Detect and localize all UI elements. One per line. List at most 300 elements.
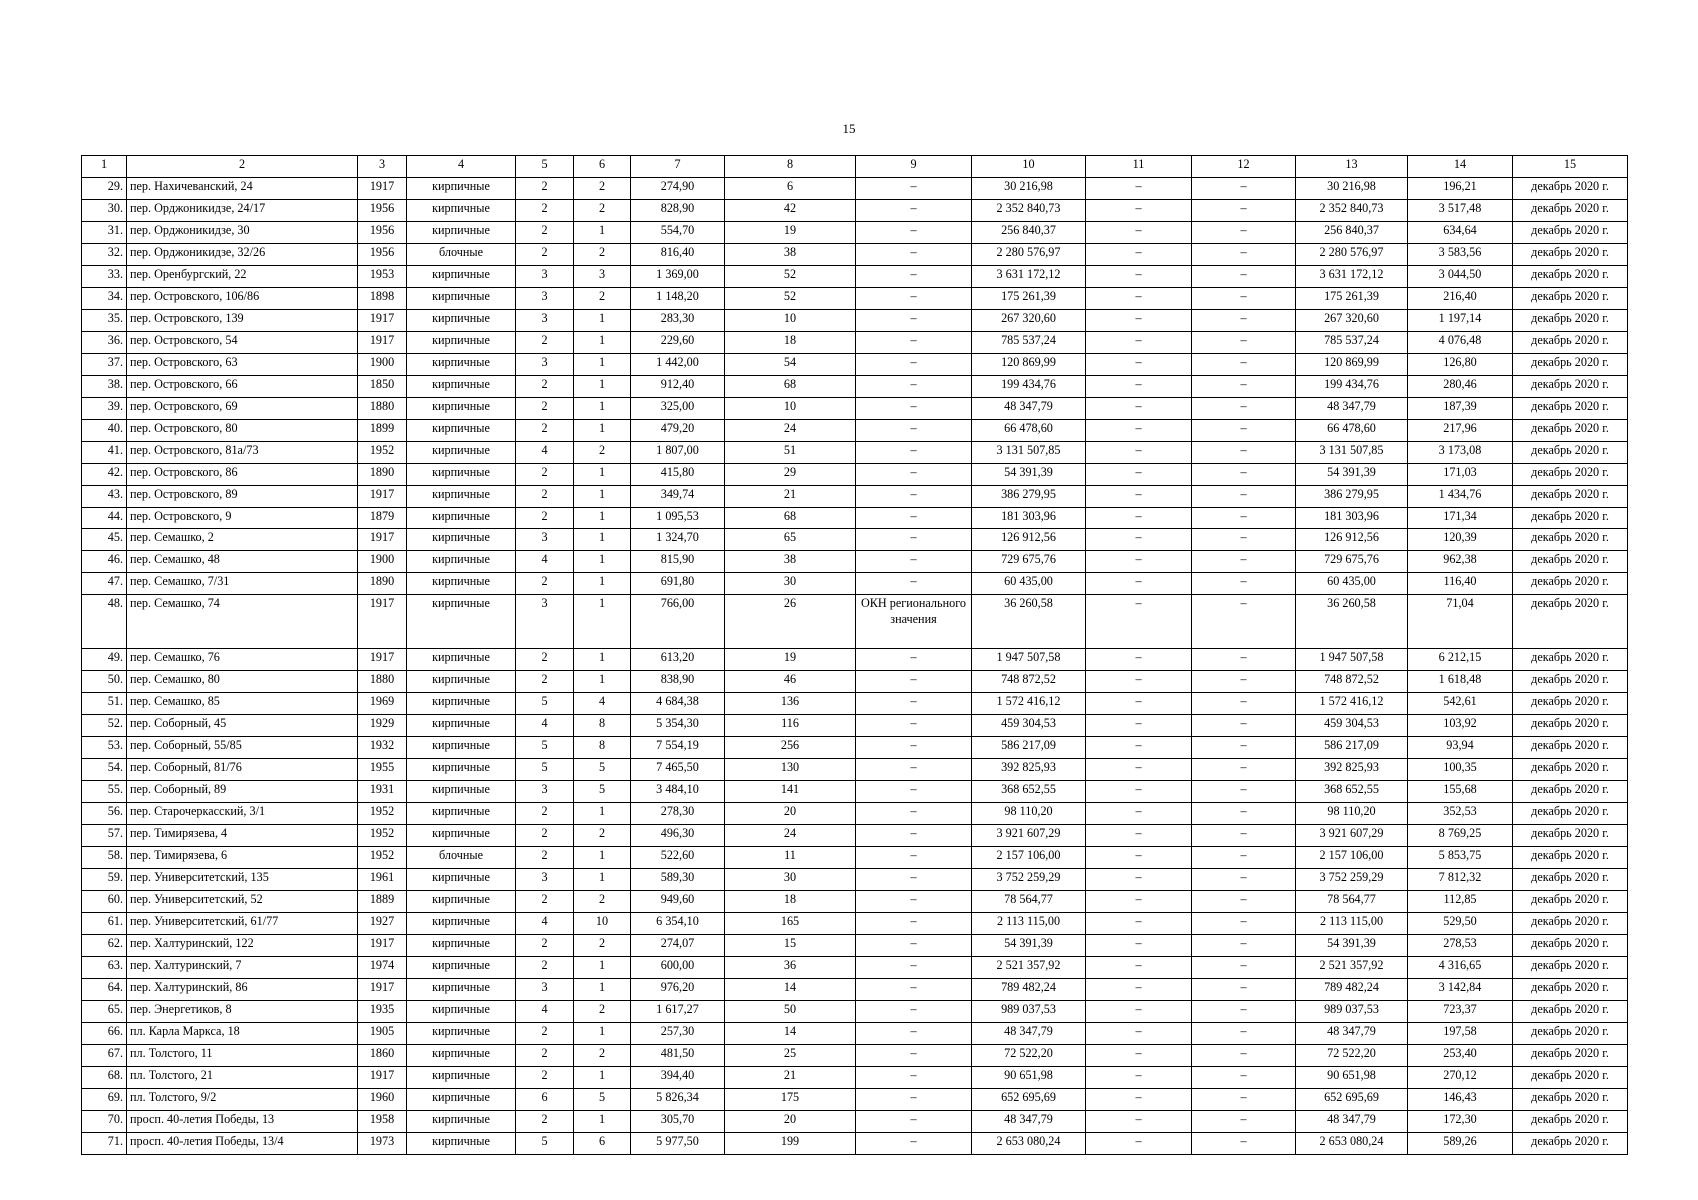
cell-wall-material: кирпичные [407, 507, 516, 529]
cell-heritage-status: – [856, 693, 972, 715]
cell-area: 1 095,53 [631, 507, 725, 529]
cell-cost-col-12: – [1192, 803, 1296, 825]
cell-cost-col-12: – [1192, 1110, 1296, 1132]
cell-cost-col-11: – [1086, 463, 1192, 485]
cell-row-number: 60. [82, 891, 127, 913]
cell-area: 1 324,70 [631, 529, 725, 551]
cell-completion-date: декабрь 2020 г. [1513, 737, 1628, 759]
cell-area: 766,00 [631, 595, 725, 649]
column-header-9: 9 [856, 156, 972, 178]
cell-entrances: 1 [574, 803, 631, 825]
cell-entrances: 1 [574, 463, 631, 485]
cell-cost-per-sqm: 187,39 [1408, 397, 1513, 419]
table-row [82, 243, 1628, 265]
cell-cost-col-13: 60 435,00 [1296, 573, 1408, 595]
cell-year-built: 1974 [358, 956, 407, 978]
cell-total-cost: 72 522,20 [972, 1044, 1086, 1066]
table-row [82, 1088, 1628, 1110]
cell-entrances: 8 [574, 737, 631, 759]
cell-floors: 2 [516, 177, 574, 199]
cell-floors: 2 [516, 891, 574, 913]
cell-wall-material: кирпичные [407, 891, 516, 913]
header-row [82, 156, 1628, 178]
cell-residents: 26 [725, 595, 856, 649]
cell-address: пер. Семашко, 48 [127, 551, 358, 573]
cell-total-cost: 36 260,58 [972, 595, 1086, 649]
cell-entrances: 1 [574, 309, 631, 331]
cell-heritage-status: – [856, 715, 972, 737]
cell-entrances: 1 [574, 978, 631, 1000]
cell-heritage-status: – [856, 265, 972, 287]
cell-address: пер. Нахичеванский, 24 [127, 177, 358, 199]
cell-floors: 3 [516, 265, 574, 287]
cell-cost-col-13: 368 652,55 [1296, 781, 1408, 803]
column-header-6: 6 [574, 156, 631, 178]
cell-row-number: 51. [82, 693, 127, 715]
cell-entrances: 2 [574, 199, 631, 221]
cell-cost-col-13: 2 653 080,24 [1296, 1132, 1408, 1154]
cell-entrances: 1 [574, 847, 631, 869]
table-row [82, 1044, 1628, 1066]
cell-cost-col-12: – [1192, 913, 1296, 935]
cell-total-cost: 54 391,39 [972, 463, 1086, 485]
cell-year-built: 1952 [358, 825, 407, 847]
cell-cost-col-12: – [1192, 573, 1296, 595]
cell-address: пл. Толстого, 11 [127, 1044, 358, 1066]
table-row [82, 441, 1628, 463]
table-row [82, 847, 1628, 869]
cell-cost-per-sqm: 116,40 [1408, 573, 1513, 595]
cell-cost-col-11: – [1086, 353, 1192, 375]
cell-area: 522,60 [631, 847, 725, 869]
cell-address: пер. Соборный, 55/85 [127, 737, 358, 759]
cell-cost-col-12: – [1192, 847, 1296, 869]
cell-cost-col-12: – [1192, 956, 1296, 978]
cell-completion-date: декабрь 2020 г. [1513, 1132, 1628, 1154]
cell-heritage-status: – [856, 803, 972, 825]
cell-completion-date: декабрь 2020 г. [1513, 265, 1628, 287]
cell-completion-date: декабрь 2020 г. [1513, 309, 1628, 331]
cell-cost-per-sqm: 93,94 [1408, 737, 1513, 759]
cell-row-number: 54. [82, 759, 127, 781]
cell-cost-col-11: – [1086, 397, 1192, 419]
cell-total-cost: 459 304,53 [972, 715, 1086, 737]
cell-cost-per-sqm: 103,92 [1408, 715, 1513, 737]
cell-row-number: 44. [82, 507, 127, 529]
cell-completion-date: декабрь 2020 г. [1513, 1066, 1628, 1088]
cell-cost-col-13: 256 840,37 [1296, 221, 1408, 243]
cell-area: 600,00 [631, 956, 725, 978]
cell-heritage-status: – [856, 781, 972, 803]
cell-cost-col-13: 78 564,77 [1296, 891, 1408, 913]
cell-cost-col-11: – [1086, 331, 1192, 353]
cell-area: 5 354,30 [631, 715, 725, 737]
cell-area: 7 554,19 [631, 737, 725, 759]
cell-entrances: 1 [574, 573, 631, 595]
cell-residents: 18 [725, 331, 856, 353]
cell-wall-material: кирпичные [407, 1132, 516, 1154]
table-row [82, 353, 1628, 375]
cell-cost-per-sqm: 3 583,56 [1408, 243, 1513, 265]
cell-entrances: 2 [574, 891, 631, 913]
table-row [82, 507, 1628, 529]
cell-floors: 3 [516, 869, 574, 891]
cell-wall-material: кирпичные [407, 221, 516, 243]
cell-row-number: 70. [82, 1110, 127, 1132]
column-header-14: 14 [1408, 156, 1513, 178]
cell-year-built: 1927 [358, 913, 407, 935]
cell-address: пер. Островского, 9 [127, 507, 358, 529]
table-row [82, 573, 1628, 595]
table-row [82, 649, 1628, 671]
cell-cost-per-sqm: 100,35 [1408, 759, 1513, 781]
cell-cost-col-13: 392 825,93 [1296, 759, 1408, 781]
cell-area: 613,20 [631, 649, 725, 671]
cell-area: 7 465,50 [631, 759, 725, 781]
page-number: 15 [842, 121, 856, 136]
table-row [82, 1000, 1628, 1022]
cell-row-number: 31. [82, 221, 127, 243]
cell-total-cost: 386 279,95 [972, 485, 1086, 507]
cell-cost-col-12: – [1192, 891, 1296, 913]
cell-row-number: 46. [82, 551, 127, 573]
cell-total-cost: 3 631 172,12 [972, 265, 1086, 287]
cell-area: 5 826,34 [631, 1088, 725, 1110]
cell-floors: 2 [516, 1044, 574, 1066]
cell-area: 3 484,10 [631, 781, 725, 803]
cell-cost-per-sqm: 3 173,08 [1408, 441, 1513, 463]
cell-completion-date: декабрь 2020 г. [1513, 507, 1628, 529]
cell-wall-material: кирпичные [407, 309, 516, 331]
cell-row-number: 32. [82, 243, 127, 265]
cell-cost-col-12: – [1192, 781, 1296, 803]
cell-floors: 2 [516, 671, 574, 693]
cell-cost-per-sqm: 8 769,25 [1408, 825, 1513, 847]
cell-area: 1 148,20 [631, 287, 725, 309]
cell-address: пл. Толстого, 21 [127, 1066, 358, 1088]
cell-cost-col-12: – [1192, 331, 1296, 353]
table-row [82, 1132, 1628, 1154]
cell-total-cost: 3 921 607,29 [972, 825, 1086, 847]
cell-wall-material: кирпичные [407, 265, 516, 287]
cell-floors: 4 [516, 913, 574, 935]
cell-cost-col-13: 175 261,39 [1296, 287, 1408, 309]
cell-residents: 29 [725, 463, 856, 485]
cell-cost-per-sqm: 196,21 [1408, 177, 1513, 199]
cell-cost-col-12: – [1192, 1066, 1296, 1088]
cell-address: пер. Островского, 66 [127, 375, 358, 397]
table-row [82, 375, 1628, 397]
cell-cost-col-13: 748 872,52 [1296, 671, 1408, 693]
table-row [82, 671, 1628, 693]
cell-floors: 2 [516, 419, 574, 441]
cell-cost-col-11: – [1086, 177, 1192, 199]
cell-year-built: 1956 [358, 221, 407, 243]
cell-address: пер. Университетский, 61/77 [127, 913, 358, 935]
cell-address: пер. Семашко, 76 [127, 649, 358, 671]
cell-completion-date: декабрь 2020 г. [1513, 177, 1628, 199]
cell-wall-material: кирпичные [407, 956, 516, 978]
cell-completion-date: декабрь 2020 г. [1513, 649, 1628, 671]
cell-cost-col-13: 386 279,95 [1296, 485, 1408, 507]
cell-total-cost: 199 434,76 [972, 375, 1086, 397]
cell-cost-col-11: – [1086, 715, 1192, 737]
cell-floors: 2 [516, 573, 574, 595]
cell-floors: 6 [516, 1088, 574, 1110]
table-row [82, 913, 1628, 935]
cell-row-number: 55. [82, 781, 127, 803]
column-header-12: 12 [1192, 156, 1296, 178]
cell-cost-col-12: – [1192, 1000, 1296, 1022]
cell-address: пер. Университетский, 135 [127, 869, 358, 891]
column-header-13: 13 [1296, 156, 1408, 178]
cell-area: 816,40 [631, 243, 725, 265]
cell-total-cost: 126 912,56 [972, 529, 1086, 551]
cell-area: 6 354,10 [631, 913, 725, 935]
cell-entrances: 2 [574, 1000, 631, 1022]
column-header-2: 2 [127, 156, 358, 178]
cell-cost-col-13: 3 921 607,29 [1296, 825, 1408, 847]
cell-cost-per-sqm: 962,38 [1408, 551, 1513, 573]
cell-residents: 38 [725, 243, 856, 265]
table-row [82, 891, 1628, 913]
table-header [82, 156, 1628, 178]
cell-wall-material: кирпичные [407, 913, 516, 935]
cell-floors: 2 [516, 397, 574, 419]
cell-row-number: 39. [82, 397, 127, 419]
cell-wall-material: кирпичные [407, 1044, 516, 1066]
cell-residents: 30 [725, 573, 856, 595]
cell-cost-col-12: – [1192, 693, 1296, 715]
cell-completion-date: декабрь 2020 г. [1513, 1088, 1628, 1110]
cell-completion-date: декабрь 2020 г. [1513, 353, 1628, 375]
cell-completion-date: декабрь 2020 г. [1513, 221, 1628, 243]
column-header-11: 11 [1086, 156, 1192, 178]
cell-address: пер. Островского, 89 [127, 485, 358, 507]
cell-cost-col-12: – [1192, 869, 1296, 891]
cell-cost-col-11: – [1086, 649, 1192, 671]
cell-total-cost: 2 157 106,00 [972, 847, 1086, 869]
column-header-1: 1 [82, 156, 127, 178]
cell-completion-date: декабрь 2020 г. [1513, 287, 1628, 309]
cell-cost-per-sqm: 146,43 [1408, 1088, 1513, 1110]
cell-address: пер. Островского, 86 [127, 463, 358, 485]
cell-heritage-status: – [856, 869, 972, 891]
cell-entrances: 1 [574, 595, 631, 649]
cell-completion-date: декабрь 2020 г. [1513, 847, 1628, 869]
cell-heritage-status: – [856, 1022, 972, 1044]
cell-floors: 2 [516, 1110, 574, 1132]
cell-area: 283,30 [631, 309, 725, 331]
table-row [82, 309, 1628, 331]
cell-address: пер. Соборный, 89 [127, 781, 358, 803]
cell-cost-per-sqm: 112,85 [1408, 891, 1513, 913]
cell-completion-date: декабрь 2020 г. [1513, 595, 1628, 649]
cell-total-cost: 66 478,60 [972, 419, 1086, 441]
cell-cost-col-11: – [1086, 847, 1192, 869]
cell-residents: 20 [725, 803, 856, 825]
cell-heritage-status: – [856, 199, 972, 221]
cell-cost-col-13: 586 217,09 [1296, 737, 1408, 759]
cell-residents: 19 [725, 649, 856, 671]
table-row [82, 803, 1628, 825]
cell-completion-date: декабрь 2020 г. [1513, 825, 1628, 847]
table-row [82, 978, 1628, 1000]
cell-wall-material: кирпичные [407, 978, 516, 1000]
cell-year-built: 1952 [358, 847, 407, 869]
cell-cost-col-13: 48 347,79 [1296, 1022, 1408, 1044]
cell-floors: 5 [516, 737, 574, 759]
cell-cost-col-12: – [1192, 441, 1296, 463]
cell-address: пер. Тимирязева, 4 [127, 825, 358, 847]
table-row [82, 419, 1628, 441]
cell-cost-per-sqm: 3 142,84 [1408, 978, 1513, 1000]
cell-heritage-status: – [856, 309, 972, 331]
cell-total-cost: 2 653 080,24 [972, 1132, 1086, 1154]
cell-entrances: 10 [574, 913, 631, 935]
cell-floors: 2 [516, 463, 574, 485]
cell-total-cost: 120 869,99 [972, 353, 1086, 375]
cell-total-cost: 586 217,09 [972, 737, 1086, 759]
cell-area: 815,90 [631, 551, 725, 573]
cell-residents: 21 [725, 485, 856, 507]
cell-total-cost: 175 261,39 [972, 287, 1086, 309]
cell-residents: 52 [725, 287, 856, 309]
cell-address: просп. 40-летия Победы, 13/4 [127, 1132, 358, 1154]
cell-heritage-status: – [856, 934, 972, 956]
cell-row-number: 48. [82, 595, 127, 649]
cell-floors: 5 [516, 1132, 574, 1154]
cell-entrances: 1 [574, 375, 631, 397]
cell-heritage-status: – [856, 1044, 972, 1066]
cell-entrances: 1 [574, 507, 631, 529]
cell-row-number: 36. [82, 331, 127, 353]
cell-entrances: 6 [574, 1132, 631, 1154]
cell-cost-col-12: – [1192, 934, 1296, 956]
cell-area: 949,60 [631, 891, 725, 913]
cell-wall-material: кирпичные [407, 649, 516, 671]
cell-cost-per-sqm: 634,64 [1408, 221, 1513, 243]
cell-wall-material: блочные [407, 847, 516, 869]
cell-wall-material: кирпичные [407, 1022, 516, 1044]
cell-total-cost: 48 347,79 [972, 1110, 1086, 1132]
cell-total-cost: 1 572 416,12 [972, 693, 1086, 715]
cell-entrances: 1 [574, 529, 631, 551]
cell-total-cost: 256 840,37 [972, 221, 1086, 243]
cell-floors: 5 [516, 693, 574, 715]
cell-residents: 52 [725, 265, 856, 287]
cell-row-number: 29. [82, 177, 127, 199]
table-row [82, 715, 1628, 737]
cell-year-built: 1890 [358, 573, 407, 595]
cell-cost-col-13: 1 572 416,12 [1296, 693, 1408, 715]
cell-cost-col-12: – [1192, 715, 1296, 737]
cell-cost-col-13: 126 912,56 [1296, 529, 1408, 551]
cell-heritage-status: – [856, 397, 972, 419]
cell-year-built: 1931 [358, 781, 407, 803]
cell-area: 828,90 [631, 199, 725, 221]
cell-cost-per-sqm: 278,53 [1408, 934, 1513, 956]
cell-row-number: 37. [82, 353, 127, 375]
cell-completion-date: декабрь 2020 г. [1513, 551, 1628, 573]
cell-entrances: 3 [574, 265, 631, 287]
cell-wall-material: кирпичные [407, 671, 516, 693]
cell-row-number: 40. [82, 419, 127, 441]
cell-residents: 15 [725, 934, 856, 956]
cell-wall-material: кирпичные [407, 1110, 516, 1132]
cell-floors: 3 [516, 595, 574, 649]
cell-total-cost: 48 347,79 [972, 397, 1086, 419]
cell-cost-col-13: 989 037,53 [1296, 1000, 1408, 1022]
column-header-8: 8 [725, 156, 856, 178]
cell-year-built: 1956 [358, 199, 407, 221]
cell-area: 481,50 [631, 1044, 725, 1066]
cell-heritage-status: – [856, 441, 972, 463]
cell-cost-col-13: 2 280 576,97 [1296, 243, 1408, 265]
cell-cost-col-13: 652 695,69 [1296, 1088, 1408, 1110]
cell-area: 838,90 [631, 671, 725, 693]
cell-cost-col-11: – [1086, 243, 1192, 265]
cell-total-cost: 368 652,55 [972, 781, 1086, 803]
table-row [82, 1022, 1628, 1044]
cell-row-number: 65. [82, 1000, 127, 1022]
cell-cost-col-12: – [1192, 463, 1296, 485]
cell-wall-material: кирпичные [407, 825, 516, 847]
cell-area: 691,80 [631, 573, 725, 595]
cell-cost-col-11: – [1086, 551, 1192, 573]
cell-cost-col-12: – [1192, 759, 1296, 781]
cell-entrances: 1 [574, 1022, 631, 1044]
cell-entrances: 1 [574, 353, 631, 375]
cell-entrances: 2 [574, 825, 631, 847]
cell-cost-col-11: – [1086, 309, 1192, 331]
cell-area: 274,07 [631, 934, 725, 956]
cell-floors: 2 [516, 507, 574, 529]
cell-address: пер. Островского, 81а/73 [127, 441, 358, 463]
cell-year-built: 1890 [358, 463, 407, 485]
cell-residents: 46 [725, 671, 856, 693]
cell-heritage-status: – [856, 177, 972, 199]
cell-floors: 4 [516, 715, 574, 737]
cell-residents: 175 [725, 1088, 856, 1110]
cell-address: пер. Халтуринский, 7 [127, 956, 358, 978]
cell-area: 305,70 [631, 1110, 725, 1132]
cell-address: пер. Семашко, 74 [127, 595, 358, 649]
cell-completion-date: декабрь 2020 г. [1513, 671, 1628, 693]
cell-wall-material: кирпичные [407, 441, 516, 463]
cell-cost-col-11: – [1086, 199, 1192, 221]
cell-cost-per-sqm: 155,68 [1408, 781, 1513, 803]
cell-wall-material: блочные [407, 243, 516, 265]
cell-completion-date: декабрь 2020 г. [1513, 913, 1628, 935]
cell-heritage-status: – [856, 331, 972, 353]
cell-floors: 2 [516, 847, 574, 869]
cell-total-cost: 3 131 507,85 [972, 441, 1086, 463]
cell-heritage-status: – [856, 1066, 972, 1088]
cell-entrances: 2 [574, 441, 631, 463]
cell-cost-col-13: 459 304,53 [1296, 715, 1408, 737]
cell-completion-date: декабрь 2020 г. [1513, 869, 1628, 891]
cell-residents: 21 [725, 1066, 856, 1088]
cell-heritage-status: – [856, 463, 972, 485]
cell-cost-per-sqm: 270,12 [1408, 1066, 1513, 1088]
cell-address: пер. Островского, 139 [127, 309, 358, 331]
cell-cost-col-13: 729 675,76 [1296, 551, 1408, 573]
table-row [82, 551, 1628, 573]
cell-row-number: 53. [82, 737, 127, 759]
cell-address: пер. Семашко, 80 [127, 671, 358, 693]
cell-cost-col-11: – [1086, 671, 1192, 693]
